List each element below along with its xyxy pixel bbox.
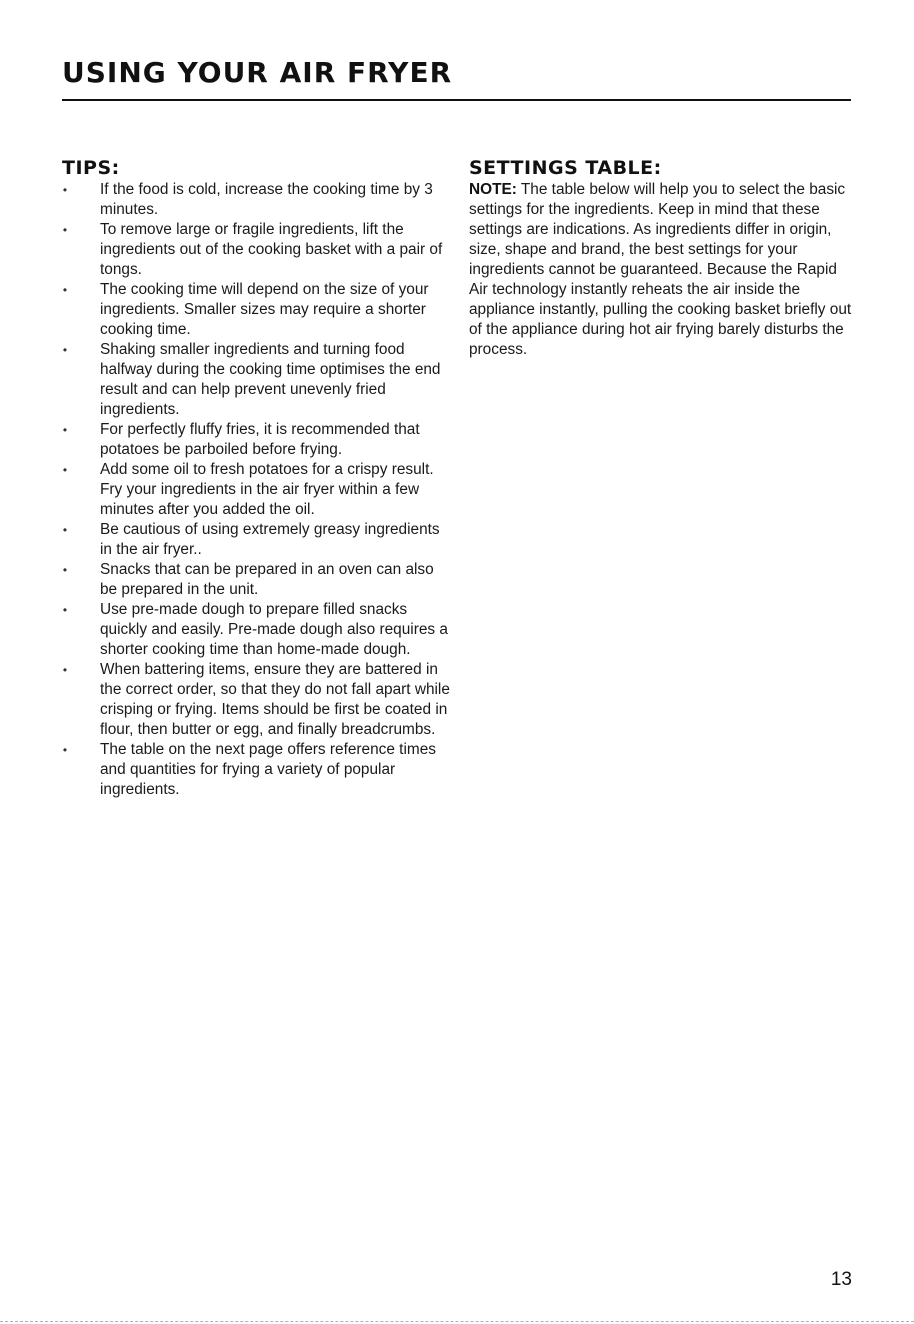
bullet-icon: • (62, 343, 68, 357)
page-number: 13 (830, 1269, 852, 1290)
tip-text: Add some oil to fresh potatoes for a crispy result. Fry your ingredients in the air fryer within a few minutes after you added the oil. (100, 461, 434, 518)
bullet-icon: • (62, 603, 68, 617)
title-divider (62, 99, 851, 101)
tip-text: To remove large or fragile ingredients, lift the ingredients out of the cooking basket with a pair of tongs. (100, 221, 443, 278)
tip-item (62, 420, 452, 460)
tip-item (62, 600, 452, 660)
bullet-icon: • (62, 743, 68, 757)
bullet-icon: • (62, 423, 68, 437)
bullet-icon: • (62, 183, 68, 197)
page-bottom-divider (0, 1321, 914, 1322)
tip-item (62, 460, 452, 520)
tips-list (62, 180, 452, 800)
tip-text: Snacks that can be prepared in an oven can also be prepared in the unit. (100, 561, 434, 598)
note-text: The table below will help you to select the basic settings for the ingredients. Keep in mind that these settings are indications. As ingredients differ in origin, size, shape and brand, the best settings for your ingredients cannot be guaranteed. Because the Rapid Air technology instantly reheats the air inside the appliance instantly, pulling the cooking basket briefly out of the appliance during hot air frying barely disturbs the process. (469, 181, 852, 358)
tip-text: Be cautious of using extremely greasy ingredients in the air fryer.. (100, 521, 440, 558)
bullet-icon: • (62, 523, 68, 537)
settings-heading: SETTINGS TABLE: (469, 157, 662, 179)
settings-section (469, 156, 859, 360)
tip-item (62, 740, 452, 800)
bullet-icon: • (62, 283, 68, 297)
tip-item (62, 660, 452, 740)
tip-text: If the food is cold, increase the cooking time by 3 minutes. (100, 181, 433, 218)
tip-text: Shaking smaller ingredients and turning food halfway during the cooking time optimises the end result and can help prevent unevenly fried ingredients. (100, 341, 441, 418)
tip-item (62, 280, 452, 340)
tip-text: When battering items, ensure they are battered in the correct order, so that they do not fall apart while crisping or frying. Items should be first be coated in flour, then butter or egg, and finally breadcrumbs. (100, 661, 450, 738)
tip-text: Use pre-made dough to prepare filled snacks quickly and easily. Pre-made dough also requires a shorter cooking time than home-made dough. (100, 601, 448, 658)
settings-note (469, 180, 859, 360)
tip-item (62, 560, 452, 600)
tip-item (62, 220, 452, 280)
tips-heading: TIPS: (62, 157, 120, 179)
page-title: USING YOUR AIR FRYER (62, 56, 453, 89)
bullet-icon: • (62, 463, 68, 477)
tip-text: The cooking time will depend on the size of your ingredients. Smaller sizes may require a shorter cooking time. (100, 281, 429, 338)
note-label: NOTE: (469, 181, 517, 198)
bullet-icon: • (62, 223, 68, 237)
bullet-icon: • (62, 663, 68, 677)
tip-text: The table on the next page offers reference times and quantities for frying a variety of popular ingredients. (100, 741, 436, 798)
tip-item (62, 340, 452, 420)
tip-item (62, 520, 452, 560)
tip-item (62, 180, 452, 220)
bullet-icon: • (62, 563, 68, 577)
tips-section (62, 156, 452, 800)
tip-text: For perfectly fluffy fries, it is recommended that potatoes be parboiled before frying. (100, 421, 420, 458)
